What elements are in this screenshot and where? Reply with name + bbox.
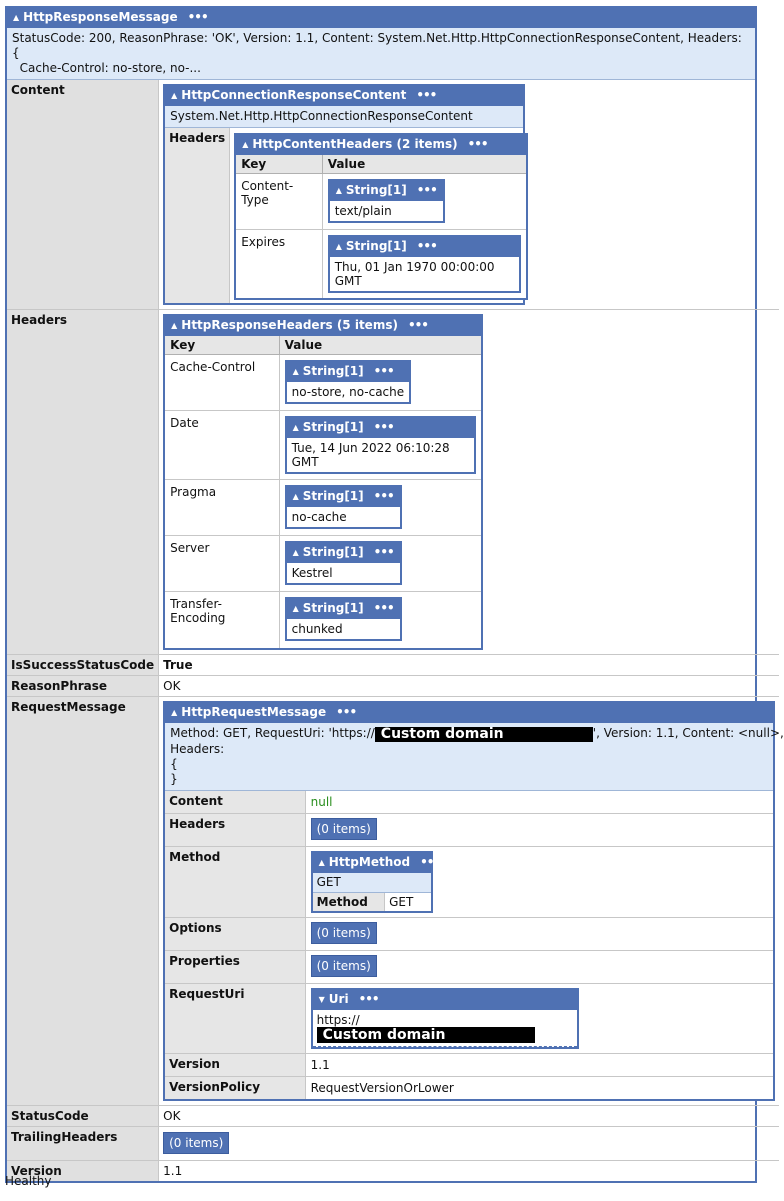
ellipsis-menu-icon[interactable]: •••	[373, 545, 394, 559]
request-row-method	[165, 846, 773, 917]
member-value: True	[159, 654, 780, 675]
method-key: Method	[313, 893, 385, 911]
string-array-title: String[1]	[302, 489, 364, 503]
request-value: RequestVersionOrLower	[305, 1076, 773, 1099]
string-array	[328, 179, 445, 223]
ellipsis-menu-icon[interactable]: •••	[416, 88, 437, 102]
string-array	[328, 235, 522, 293]
member-key: Content	[7, 80, 159, 310]
string-array-header[interactable]	[287, 599, 400, 619]
header-key: Server	[165, 536, 279, 592]
header-value	[322, 230, 526, 299]
string-value: no-store, no-cache	[291, 385, 405, 399]
request-key: Content	[165, 791, 305, 814]
summary-line: {	[12, 46, 20, 60]
request-row-properties	[165, 950, 773, 983]
response-headers-table	[165, 336, 481, 648]
header-key: Date	[165, 411, 279, 480]
string-array	[285, 360, 412, 404]
response-headers-title: HttpResponseHeaders (5 items)	[181, 318, 398, 332]
redaction-box: Custom domain	[317, 1027, 535, 1043]
content-headers-title: HttpContentHeaders (2 items)	[252, 137, 458, 151]
request-value	[305, 917, 773, 950]
http-request-message	[163, 701, 784, 1101]
member-value: OK	[159, 675, 780, 696]
request-row-version	[165, 1053, 773, 1076]
method-members	[313, 893, 431, 911]
request-row-options	[165, 917, 773, 950]
summary-line: }	[170, 771, 178, 786]
string-array-header[interactable]	[287, 543, 400, 563]
content-headers-header[interactable]	[236, 135, 526, 155]
member-row-trailing-headers	[7, 1126, 779, 1160]
header-key: Expires	[236, 230, 322, 299]
request-key: VersionPolicy	[165, 1076, 305, 1099]
http-response-headers	[163, 314, 483, 650]
request-row-version-policy	[165, 1076, 773, 1099]
collapse-icon[interactable]: ▲	[171, 91, 178, 100]
column-header-key: Key	[165, 336, 279, 355]
root-header[interactable]	[7, 8, 755, 28]
string-array	[285, 416, 477, 474]
member-key: Headers	[7, 310, 159, 655]
column-header-value: Value	[322, 155, 526, 174]
uri-header[interactable]	[313, 990, 577, 1010]
content-headers-key: Headers	[165, 128, 230, 303]
request-value	[305, 950, 773, 983]
string-array-title: String[1]	[302, 420, 364, 434]
ellipsis-menu-icon[interactable]: •••	[358, 991, 379, 1006]
collapse-icon[interactable]: ▲	[171, 321, 178, 330]
member-key: IsSuccessStatusCode	[7, 654, 159, 675]
string-array	[285, 541, 402, 585]
string-array	[285, 597, 402, 641]
ellipsis-menu-icon[interactable]: •••	[373, 420, 394, 434]
member-value	[159, 310, 780, 655]
collapse-icon[interactable]: ▲	[318, 857, 325, 867]
collapse-icon[interactable]: ▲	[292, 548, 299, 557]
member-row-request-message	[7, 696, 779, 1105]
expand-icon[interactable]: ▼	[318, 994, 325, 1004]
member-row-reason-phrase	[7, 675, 779, 696]
member-value	[159, 1126, 780, 1160]
request-key: RequestUri	[165, 983, 305, 1053]
content-members	[165, 128, 532, 303]
http-method	[311, 851, 441, 913]
request-key: Properties	[165, 950, 305, 983]
ellipsis-menu-icon[interactable]: •••	[373, 364, 394, 378]
collapse-icon[interactable]: ▲	[292, 367, 299, 376]
header-value	[279, 536, 481, 592]
table-row	[165, 355, 481, 411]
ellipsis-menu-icon[interactable]: •••	[407, 318, 428, 332]
ellipsis-menu-icon[interactable]: •••	[416, 183, 437, 197]
table-row	[165, 411, 481, 480]
ellipsis-menu-icon[interactable]: •••	[187, 10, 208, 24]
items-badge[interactable]: (0 items)	[311, 955, 377, 977]
summary-line: {	[170, 756, 178, 771]
root-title: HttpResponseMessage	[23, 10, 178, 24]
uri-title: Uri	[328, 991, 349, 1006]
string-value: no-cache	[291, 510, 347, 524]
string-array-header[interactable]	[330, 181, 443, 201]
collapse-icon[interactable]: ▲	[171, 707, 178, 717]
request-title: HttpRequestMessage	[181, 704, 327, 719]
column-header-value: Value	[279, 336, 481, 355]
header-value	[279, 592, 481, 648]
request-value: 1.1	[305, 1053, 773, 1076]
table-row	[165, 536, 481, 592]
request-value	[305, 983, 773, 1053]
member-value: 1.1	[159, 1160, 780, 1181]
table-row	[165, 592, 481, 648]
root-summary	[7, 28, 755, 80]
header-value	[279, 411, 481, 480]
items-badge[interactable]: (0 items)	[163, 1132, 229, 1154]
request-key: Options	[165, 917, 305, 950]
items-badge[interactable]: (0 items)	[311, 922, 377, 944]
method-summary: GET	[313, 873, 431, 893]
request-summary	[165, 723, 784, 791]
request-value-null: null	[310, 794, 333, 809]
collapse-icon[interactable]: ▲	[292, 423, 299, 432]
content-summary: System.Net.Http.HttpConnectionResponseContent	[165, 106, 523, 128]
table-row	[236, 230, 526, 299]
member-row-version	[7, 1160, 779, 1181]
column-header-key: Key	[236, 155, 322, 174]
request-key: Headers	[165, 813, 305, 846]
string-array-title: String[1]	[302, 545, 364, 559]
redaction-box: Custom domain	[375, 727, 593, 742]
uri-prefix: https://	[316, 1012, 360, 1027]
request-row-headers	[165, 813, 773, 846]
string-value: Kestrel	[291, 566, 333, 580]
string-value: Thu, 01 Jan 1970 00:00:00 GMT	[334, 260, 495, 288]
method-title: HttpMethod	[328, 854, 411, 869]
member-value: OK	[159, 1105, 780, 1126]
string-array-header[interactable]	[287, 362, 410, 382]
ellipsis-menu-icon[interactable]: •••	[467, 137, 488, 151]
status-footer: Healthy	[5, 1174, 52, 1188]
collapse-icon[interactable]: ▲	[292, 604, 299, 613]
request-value	[305, 846, 773, 917]
member-value	[159, 696, 784, 1105]
uri	[311, 988, 579, 1049]
string-value: Tue, 14 Jun 2022 06:10:28 GMT	[291, 441, 450, 469]
http-content-headers	[234, 133, 528, 300]
member-key: StatusCode	[7, 1105, 159, 1126]
member-key: Version	[7, 1160, 159, 1181]
summary-line: Cache-Control: no-store, no-...	[12, 61, 201, 75]
request-members	[165, 791, 773, 1099]
string-value: text/plain	[334, 204, 392, 218]
string-array-title: String[1]	[302, 601, 364, 615]
ellipsis-menu-icon[interactable]: •••	[416, 239, 437, 253]
request-header[interactable]	[165, 703, 773, 723]
member-key: ReasonPhrase	[7, 675, 159, 696]
string-array	[285, 485, 402, 529]
uri-value[interactable]	[313, 1010, 577, 1047]
table-row	[165, 480, 481, 536]
ellipsis-menu-icon[interactable]: •••	[373, 489, 394, 503]
collapse-icon[interactable]: ▲	[335, 186, 342, 195]
header-key: Content-Type	[241, 179, 294, 207]
member-key: TrailingHeaders	[7, 1126, 159, 1160]
items-badge[interactable]: (0 items)	[311, 818, 377, 840]
member-row-status-code	[7, 1105, 779, 1126]
member-row-content	[7, 80, 779, 310]
request-row-request-uri	[165, 983, 773, 1053]
method-value: GET	[389, 894, 414, 909]
header-key: Pragma	[165, 480, 279, 536]
collapse-icon[interactable]: ▲	[292, 492, 299, 501]
string-array-title: String[1]	[345, 183, 407, 197]
header-value	[322, 174, 526, 230]
summary-text: Method: GET, RequestUri: 'https://	[170, 725, 375, 740]
summary-text: ', Version: 1.1, Content: <null>,	[592, 725, 784, 740]
member-row-is-success	[7, 654, 779, 675]
content-header[interactable]	[165, 86, 523, 106]
summary-line: StatusCode: 200, ReasonPhrase: 'OK', Version: 1.1, Content: System.Net.Http.HttpConnectionResponseContent, Headers:	[12, 31, 742, 45]
summary-line: Headers:	[170, 741, 225, 756]
header-value	[279, 480, 481, 536]
content-headers-value	[230, 128, 533, 303]
header-key: Cache-Control	[170, 360, 256, 374]
content-title: HttpConnectionResponseContent	[181, 88, 407, 102]
header-key: Transfer-Encoding	[165, 592, 279, 648]
ellipsis-menu-icon[interactable]: •••	[420, 854, 441, 869]
ellipsis-menu-icon[interactable]: •••	[336, 704, 357, 719]
member-key: RequestMessage	[7, 696, 159, 1105]
http-connection-response-content	[163, 84, 525, 305]
http-response-message	[5, 6, 784, 1183]
request-key: Version	[165, 1053, 305, 1076]
request-value	[305, 813, 773, 846]
method-header[interactable]	[313, 853, 441, 873]
member-row-headers	[7, 310, 779, 655]
content-headers-table	[236, 155, 526, 298]
collapse-icon[interactable]: ▲	[242, 140, 249, 149]
member-table	[7, 80, 784, 1181]
header-value	[279, 355, 481, 411]
string-array-header[interactable]	[330, 237, 520, 257]
request-row-content	[165, 791, 773, 814]
response-headers-header[interactable]	[165, 316, 481, 336]
string-value: chunked	[291, 622, 343, 636]
string-array-header[interactable]	[287, 418, 475, 438]
string-array-title: String[1]	[345, 239, 407, 253]
table-row	[236, 174, 526, 230]
collapse-icon[interactable]: ▲	[13, 13, 20, 22]
request-key: Method	[165, 846, 305, 917]
collapse-icon[interactable]: ▲	[335, 242, 342, 251]
member-value	[159, 80, 780, 310]
string-array-header[interactable]	[287, 487, 400, 507]
string-array-title: String[1]	[302, 364, 364, 378]
ellipsis-menu-icon[interactable]: •••	[373, 601, 394, 615]
